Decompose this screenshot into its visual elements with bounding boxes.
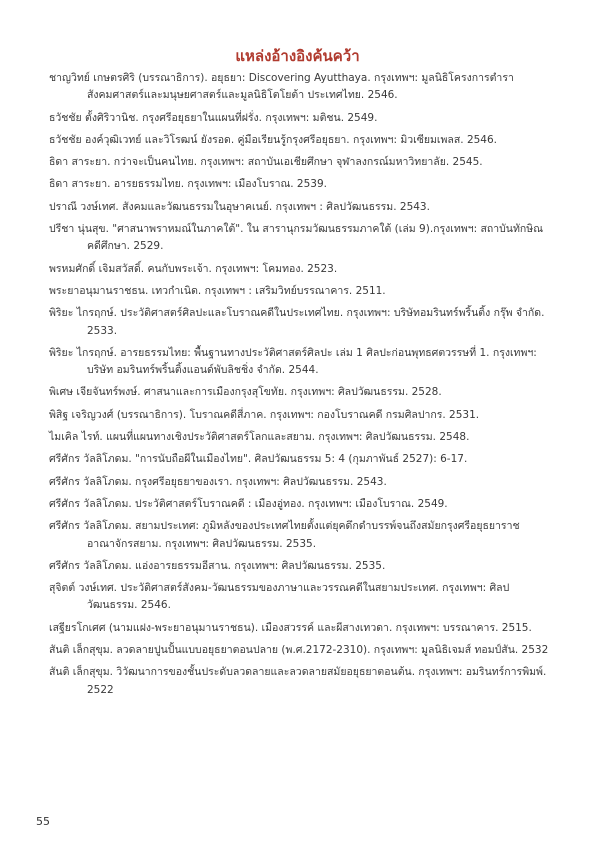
reference-entry: ปรีชา นุ่นสุข. "ศาสนาพราหมณ์ในภาคใต้". ใน สารานุกรมวัฒนธรรมภาคใต้ (เล่ม 9).กรุงเทพฯ: สถาบันทักษิณคดีศึกษา. 2529. [49,223,543,253]
reference-entry: ศรีศักร วัลลิโภดม. แอ่งอารยธรรมอีสาน. กรุงเทพฯ: ศิลปวัฒนธรรม. 2535. [49,559,386,572]
reference-entry: ธิดา สาระยา. อารยธรรมไทย. กรุงเทพฯ: เมืองโบราณ. 2539. [49,178,327,191]
reference-entry: ไมเคิล ไรท์. แผนที่แผนทางเชิงประวัติศาสตร์โลกและสยาม. กรุงเทพฯ: ศิลปวัฒนธรรม. 2548. [49,431,470,444]
page-title: แหล่งอ้างอิงค้นคว้า [235,47,360,65]
reference-entry: พิสิฐ เจริญวงศ์ (บรรณาธิการ). โบราณคดีสี่ภาค. กรุงเทพฯ: กองโบราณคดี กรมศิลปากร. 2531. [49,408,480,421]
reference-entry: พรหมศักดิ์ เจิมสวัสดิ์. คนกับพระเจ้า. กรุงเทพฯ: โคมทอง. 2523. [49,262,338,275]
reference-entry: ชาญวิทย์ เกษตรศิริ (บรรณาธิการ). อยุธยา: Discovering Ayutthaya. กรุงเทพฯ: มูลนิธิโครงการตำราสังคมศาสตร์และมนุษยศาสตร์และมูลนิธิโตโยต้า ประเทศไทย. 2546. [49,72,514,102]
reference-entry: ศรีศักร วัลลิโภดม. ประวัติศาสตร์โบราณคดี : เมืองอู่ทอง. กรุงเทพฯ: เมืองโบราณ. 2549. [49,497,448,510]
reference-entry: ศรีศักร วัลลิโภดม. "การนับถือผีในเมืองไทย". ศิลปวัฒนธรรม 5: 4 (กุมภาพันธ์ 2527): 6-17. [49,453,468,466]
reference-entry: สันติ เล็กสุขุม. วิวัฒนาการของชั้นประดับลวดลายและลวดลายสมัยอยุธยาตอนต้น. กรุงเทพฯ: อมรินทร์การพิมพ์. 2522 [49,666,547,696]
reference-entry: พิริยะ ไกรฤกษ์. อารยธรรมไทย: พื้นฐานทางประวัติศาสตร์ศิลปะ เล่ม 1 ศิลปะก่อนพุทธศตวรรษที่ 1. กรุงเทพฯ: บริษัท อมรินทร์พริ้นติ้งแอนด์พับลิชชิ่ง จำกัด. 2544. [49,346,537,377]
reference-entry: ธวัชชัย องค์วุฒิเวทย์ และวิโรฒน์ ยังรอด. คู่มือเรียนรู้กรุงศรีอยุธยา. กรุงเทพฯ: มิวเซียมเพลส. 2546. [49,133,498,146]
reference-entry: เสฐียรโกเศศ (นามแฝง-พระยาอนุมานราชธน). เมืองสวรรค์ และผีสางเทวดา. กรุงเทพฯ: บรรณาคาร. 2515. [49,621,532,634]
reference-entry: พิเศษ เจียจันทร์พงษ์. ศาสนาและการเมืองกรุงสุโขทัย. กรุงเทพฯ: ศิลปวัฒนธรรม. 2528. [49,386,442,399]
reference-entry: พิริยะ ไกรฤกษ์. ประวัติศาสตร์ศิลปะและโบราณคดีในประเทศไทย. กรุงเทพฯ: บริษัทอมรินทร์พริ้นติ้ง กรุ๊พ จำกัด. 2533. [49,307,545,337]
reference-entry: พระยาอนุมานราชธน. เทวกำเนิด. กรุงเทพฯ : เสริมวิทย์บรรณาคาร. 2511. [49,284,386,297]
reference-entry: ศรีศักร วัลลิโภดม. สยามประเทศ: ภูมิหลังของประเทศไทยตั้งแต่ยุคดึกดำบรรพ์จนถึงสมัยกรุงศรีอยุธยาราชอาณาจักรสยาม. กรุงเทพฯ: ศิลปวัฒนธรรม. 2535. [49,520,520,550]
reference-entry: ธวัชชัย ตั้งศิริวานิช. กรุงศรีอยุธยาในแผนที่ฝรั่ง. กรุงเทพฯ: มติชน. 2549. [49,111,378,124]
reference-entry: ธิดา สาระยา. กว่าจะเป็นคนไทย. กรุงเทพฯ: สถาบันเอเชียศึกษา จุฬาลงกรณ์มหาวิทยาลัย. 2545. [49,156,483,169]
reference-entry: สุจิตต์ วงษ์เทศ. ประวัติศาสตร์สังคม-วัฒนธรรมของภาษาและวรรณคดีในสยามประเทศ. กรุงเทพฯ: ศิลปวัฒนธรรม. 2546. [49,582,510,612]
page-number: 55 [36,815,50,828]
reference-entry: ศรีศักร วัลลิโภดม. กรุงศรีอยุธยาของเรา. กรุงเทพฯ: ศิลปวัฒนธรรม. 2543. [49,475,387,488]
reference-list [49,70,554,699]
reference-entry: สันติ เล็กสุขุม. ลวดลายปูนปั้นแบบอยุธยาตอนปลาย (พ.ศ.2172-2310). กรุงเทพฯ: มูลนิธิเจมส์ ทอมป์สัน. 2532 [49,644,549,657]
reference-entry: ปราณี วงษ์เทศ. สังคมและวัฒนธรรมในอุษาคเนย์. กรุงเทพฯ : ศิลปวัฒนธรรม. 2543. [49,200,430,213]
